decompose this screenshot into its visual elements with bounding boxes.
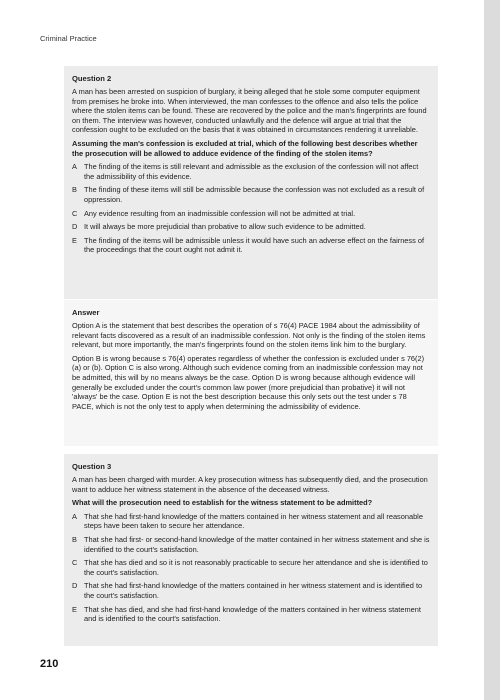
option-text: The finding of the items is still relevant and admissible as the exclusion of the confession will not affect the admissibility of this evidence. xyxy=(84,162,419,181)
answer-heading: Answer xyxy=(72,308,100,317)
option-letter: C xyxy=(72,558,78,568)
option-text: Any evidence resulting from an inadmissible confession will not be admitted at trial. xyxy=(84,208,356,218)
option-letter: E xyxy=(72,235,77,245)
option-text: That she has died and so it is not reasonably practicable to secure her attendance and she is identified to the court's satisfaction. xyxy=(84,558,428,577)
option-letter: A xyxy=(72,162,77,172)
option-letter: B xyxy=(72,185,77,195)
question-3-option-e xyxy=(72,605,430,624)
question-3-box xyxy=(64,454,438,646)
option-text: The finding of these items will still be admissible because the confession was not excluded as a result of oppression. xyxy=(84,185,425,204)
option-text: That she had first-hand knowledge of the matters contained in her witness statement and is identified to the court's satisfaction. xyxy=(84,581,423,600)
option-text: That she had first- or second-hand knowledge of the matter contained in her witness statement and she is identified to the court's satisfaction. xyxy=(84,534,430,554)
answer-paragraph-2: Option B is wrong because s 76(4) operates regardless of whether the confession is excluded under s 76(2)(a) or (b). Option C is also wrong. Although such evidence coming from an inadmissible confession may not be admitted, this will by no means always be the case. Option D is wrong because although evidence will generally be excluded under the court's common law power (more prejudicial than probative) it will not 'always' be the case. Option E is not the best description because this only sets out the test under s 78 PACE, which is not the only test to apply when determining the admissibility of evidence. xyxy=(72,353,425,411)
option-letter: D xyxy=(72,222,78,232)
option-letter: B xyxy=(72,534,77,544)
option-letter: A xyxy=(72,511,77,521)
option-letter: C xyxy=(72,208,78,218)
question-3-stem: What will the prosecution need to establish for the witness statement to be admitted? xyxy=(72,498,373,508)
answer-box xyxy=(64,300,438,446)
question-2-option-a xyxy=(72,162,430,181)
question-3-heading: Question 3 xyxy=(72,462,112,471)
question-2-option-c xyxy=(72,209,430,219)
question-3-option-b xyxy=(72,535,430,554)
question-2-option-e xyxy=(72,236,430,255)
page-edge-tab xyxy=(484,0,500,700)
answer-paragraph-1: Option A is the statement that best describes the operation of s 76(4) PACE 1984 about the admissibility of relevant facts discovered as a result of an inadmissible confession. Not only is the finding of the stolen items relevant, but more importantly, the man's fingerprints found on the stolen items link him to the burglary. xyxy=(72,321,426,350)
page-number: 210 xyxy=(40,658,59,670)
question-2-stem: Assuming the man's confession is excluded at trial, which of the following best describes whether the prosecution will be allowed to adduce evidence of the finding of the stolen items? xyxy=(72,138,418,158)
question-2-option-b xyxy=(72,185,430,204)
option-text: It will always be more prejudicial than probative to allow such evidence to be admitted. xyxy=(84,222,366,232)
option-letter: E xyxy=(72,604,77,614)
question-2-option-d xyxy=(72,222,430,232)
question-2-heading: Question 2 xyxy=(72,74,112,83)
question-3-option-a xyxy=(72,512,430,531)
question-3-option-c xyxy=(72,558,430,577)
question-2-box xyxy=(64,66,438,299)
option-text: That she had first-hand knowledge of the matters contained in her witness statement and all reasonable steps have been taken to secure her attendance. xyxy=(84,511,423,531)
question-3-scenario: A man has been charged with murder. A key prosecution witness has subsequently died, and the prosecution want to adduce her witness statement in the absence of the deceased witness. xyxy=(72,475,428,494)
question-2-scenario: A man has been arrested on suspicion of burglary, it being alleged that he stole some computer equipment from premises he broke into. When interviewed, the man confesses to the offence and also tells the police where the stolen items can be found. These are recovered by the police and the man's fingerprints are found on them. The interview was however, conducted unlawfully and the defence will argue at trial that the confession ought to be excluded on the basis that it was obtained in circumstances rendering it unreliable. xyxy=(72,87,427,135)
option-text: That she has died, and she had first-hand knowledge of the matters contained in her witness statement and is identified to the court's satisfaction. xyxy=(84,604,421,624)
option-text: The finding of the items will be admissible unless it would have such an adverse effect on the fairness of the proceedings that the court ought not admit it. xyxy=(84,235,425,255)
running-head: Criminal Practice xyxy=(40,34,97,43)
option-letter: D xyxy=(72,581,78,591)
question-3-option-d xyxy=(72,581,430,600)
